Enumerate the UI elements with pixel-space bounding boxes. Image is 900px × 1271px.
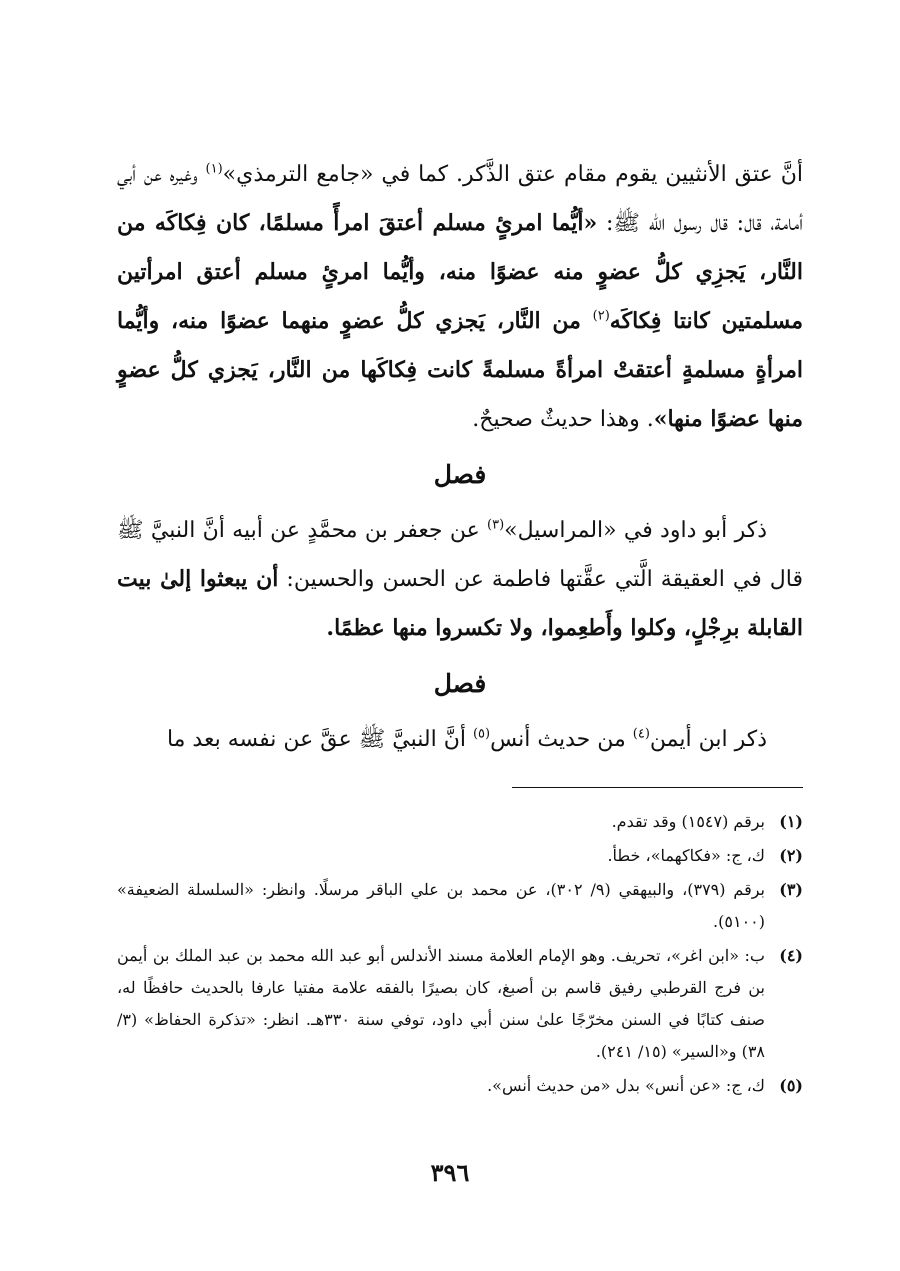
paragraph-text: وغيره عن أبي أمامة، قال: قال رسول الله ﷺ: xyxy=(117,162,803,236)
page-number: ٣٩٦ xyxy=(430,1158,470,1187)
footnote-number: (١) xyxy=(779,812,803,831)
paragraph-text: من حديث أنس xyxy=(490,727,633,752)
footnote-ref-2[interactable]: (٢) xyxy=(592,308,610,324)
footnote-text: ك، ج: «عن أنس» بدل «من حديث أنس». xyxy=(487,1076,765,1095)
footnote-text: ك، ج: «فكاكهما»، خطأ. xyxy=(607,846,765,865)
footnote-ref-3[interactable]: (٣) xyxy=(487,517,505,533)
paragraph-2 xyxy=(117,506,803,653)
footnote-text: برقم (٣٧٩)، والبيهقي (٩/ ٣٠٢)، عن محمد بن علي الباقر مرسلًا. وانظر: «السلسلة الضعيفة» (٥١٠٠). xyxy=(117,880,766,931)
footnotes xyxy=(117,806,803,1104)
footnote-4 xyxy=(117,940,803,1068)
footnote-3 xyxy=(117,874,803,938)
footnote-5 xyxy=(117,1070,803,1102)
paragraph-text: أنَّ النبيَّ ﷺ عقَّ عن نفسه بعد ما xyxy=(166,727,473,752)
footnote-ref-5[interactable]: (٥) xyxy=(472,726,491,742)
footnote-1 xyxy=(117,806,803,838)
hadith-text: أن يبعثوا إلىٰ بيت القابلة برِجْلٍ، وكلوا وأَطعِموا، ولا تكسروا منها عظمًا. xyxy=(117,566,803,641)
footnote-number: (٥) xyxy=(779,1076,803,1095)
paragraph-text: ذكر ابن أيمن xyxy=(649,727,767,752)
paragraph-text: . وهذا حديثٌ صحيحٌ. xyxy=(472,407,654,432)
paragraph-1 xyxy=(117,150,803,444)
footnote-separator xyxy=(512,787,803,788)
footnote-ref-4[interactable]: (٤) xyxy=(632,726,650,742)
paragraph-text: أنَّ عتق الأنثيين يقوم مقام عتق الذَّكر. كما في «جامع الترمذي» xyxy=(222,162,803,187)
hadith-text: من النَّار، يَجزي كلُّ عضوٍ منهما عضوًا منه، وأيُّما امرأةٍ مسلمةٍ أعتقتْ امرأةً مسلمةً كانت فِكاكَها من النَّار، يَجزي كلُّ عضوٍ منها عضوًا منها» xyxy=(117,308,803,432)
footnote-2 xyxy=(117,840,803,872)
footnote-number: (٢) xyxy=(779,846,803,865)
paragraph-text: ذكر أبو داود في «المراسيل» xyxy=(504,518,767,543)
footnote-text: برقم (١٥٤٧) وقد تقدم. xyxy=(611,812,765,831)
section-heading-2: فصل xyxy=(433,669,487,698)
paragraph-3 xyxy=(117,715,803,764)
main-text xyxy=(117,150,803,764)
footnote-ref-1[interactable]: (١) xyxy=(205,161,223,177)
footnote-number: (٤) xyxy=(779,946,803,965)
paragraph-text: عن جعفر بن محمَّدٍ عن أبيه أنَّ النبيَّ ﷺ قال في العقيقة الَّتي عقَّتها فاطمة عن الحسن والحسين: xyxy=(117,518,803,592)
footnote-number: (٣) xyxy=(779,880,803,899)
section-heading-1: فصل xyxy=(433,460,487,489)
hadith-text: «أيُّما امرئٍ مسلم أعتقَ امرأً مسلمًا، كان فِكاكَه من النَّار، يَجزِي كلُّ عضوٍ منه عضوًا منه، وأيُّما امرئٍ مسلم أعتق امرأتين مسلمتين كانتا فِكاكَه xyxy=(117,210,803,334)
footnote-text: ب: «ابن اغر»، تحريف. وهو الإمام العلامة مسند الأندلس أبو عبد الله محمد بن عبد الملك بن أيمن بن فرج القرطبي رفيق قاسم بن أصبغ، كان بصيرًا بالفقه علامة مفتيا عارفا بالحديث حافظًا له، صنف كتابًا في السنن مخرّجًا علىٰ سنن أبي داود، توفي سنة ٣٣٠هـ. انظر: «تذكرة الحفاظ» (٣/ ٣٨) و«السير» (١٥/ ٢٤١). xyxy=(117,946,766,1061)
